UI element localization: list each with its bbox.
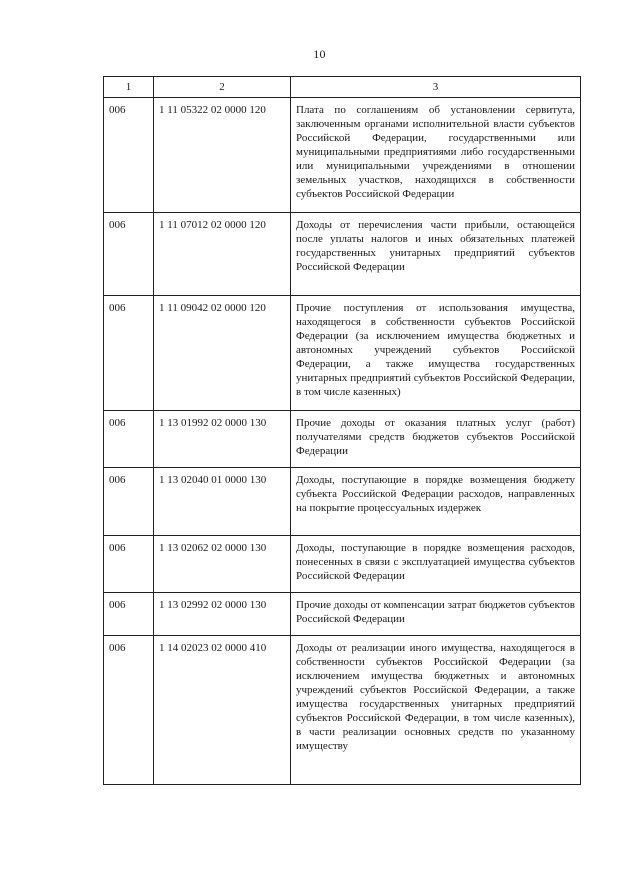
table-row xyxy=(104,296,581,411)
table-row xyxy=(104,411,581,468)
description-cell: Плата по соглашениям об установлении сервитута, заключенным органами исполнительной власти субъектов Российской Федерации, государственными или муниципальными предприятиями либо государственными или муниципальными учреждениями в отношении земельных участков, находящихся в собственности субъектов Российской Федерации xyxy=(291,98,581,213)
column-header-1: 1 xyxy=(104,77,154,98)
admin-code-cell: 006 xyxy=(104,536,154,593)
description-cell: Доходы, поступающие в порядке возмещения расходов, понесенных в связи с эксплуатацией имущества субъектов Российской Федерации xyxy=(291,536,581,593)
description-cell: Доходы, поступающие в порядке возмещения бюджету субъекта Российской Федерации расходов, направленных на покрытие процессуальных издержек xyxy=(291,468,581,536)
table-row xyxy=(104,536,581,593)
revenue-code-cell: 1 14 02023 02 0000 410 xyxy=(154,636,291,785)
admin-code-cell: 006 xyxy=(104,468,154,536)
revenue-code-cell: 1 13 01992 02 0000 130 xyxy=(154,411,291,468)
column-header-3: 3 xyxy=(291,77,581,98)
admin-code-cell: 006 xyxy=(104,296,154,411)
admin-code-cell: 006 xyxy=(104,213,154,296)
admin-code-cell: 006 xyxy=(104,636,154,785)
revenue-code-cell: 1 11 09042 02 0000 120 xyxy=(154,296,291,411)
revenue-code-cell: 1 13 02062 02 0000 130 xyxy=(154,536,291,593)
revenue-codes-table xyxy=(103,76,581,785)
table-row xyxy=(104,213,581,296)
description-cell: Прочие доходы от компенсации затрат бюджетов субъектов Российской Федерации xyxy=(291,593,581,636)
admin-code-cell: 006 xyxy=(104,593,154,636)
revenue-code-cell: 1 11 07012 02 0000 120 xyxy=(154,213,291,296)
description-cell: Доходы от перечисления части прибыли, остающейся после уплаты налогов и иных обязательных платежей государственных унитарных предприятий субъектов Российской Федерации xyxy=(291,213,581,296)
description-cell: Прочие поступления от использования имущества, находящегося в собственности субъектов Российской Федерации (за исключением имущества бюджетных и автономных учреждений субъектов Российской Федерации, а также имущества государственных унитарных предприятий субъектов Российской Федерации, в том числе казенных) xyxy=(291,296,581,411)
description-cell: Доходы от реализации иного имущества, находящегося в собственности субъектов Российской Федерации (за исключением имущества бюджетных и автономных учреждений субъектов Российской Федерации, а также имущества государственных унитарных предприятий субъектов Российской Федерации, в том числе казенных), в части реализации основных средств по указанному имуществу xyxy=(291,636,581,785)
revenue-code-cell: 1 13 02040 01 0000 130 xyxy=(154,468,291,536)
description-cell: Прочие доходы от оказания платных услуг (работ) получателями средств бюджетов субъектов Российской Федерации xyxy=(291,411,581,468)
table-row xyxy=(104,468,581,536)
table-row xyxy=(104,636,581,785)
revenue-code-cell: 1 13 02992 02 0000 130 xyxy=(154,593,291,636)
table-header-row xyxy=(104,77,581,98)
page-number: 10 xyxy=(313,47,326,61)
admin-code-cell: 006 xyxy=(104,411,154,468)
revenue-code-cell: 1 11 05322 02 0000 120 xyxy=(154,98,291,213)
admin-code-cell: 006 xyxy=(104,98,154,213)
column-header-2: 2 xyxy=(154,77,291,98)
table-row xyxy=(104,593,581,636)
table-row xyxy=(104,98,581,213)
